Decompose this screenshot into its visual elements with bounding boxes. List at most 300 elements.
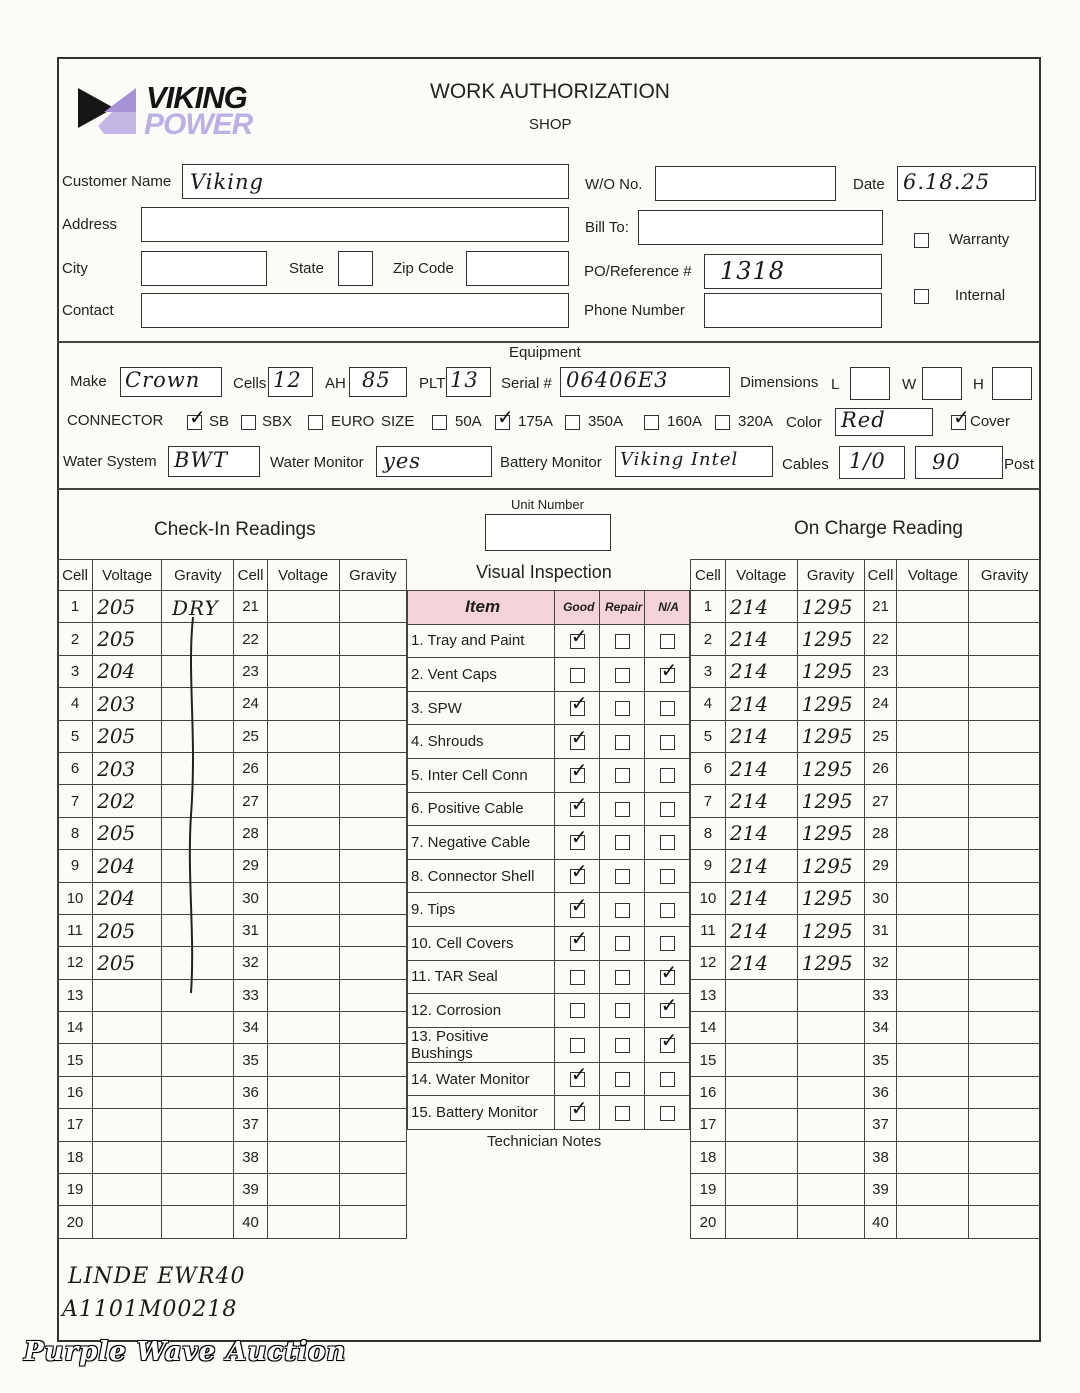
gravity-cell[interactable] <box>969 1076 1041 1108</box>
gravity-cell[interactable] <box>339 1206 406 1238</box>
na-checkbox[interactable] <box>660 1106 675 1121</box>
gravity-cell[interactable] <box>339 1076 406 1108</box>
na-checkbox[interactable] <box>660 802 675 817</box>
voltage-cell[interactable] <box>725 1109 797 1141</box>
voltage-cell[interactable] <box>897 1174 969 1206</box>
voltage-cell[interactable] <box>725 1141 797 1173</box>
gravity-cell[interactable] <box>162 1044 234 1076</box>
voltage-cell[interactable] <box>897 947 969 979</box>
160a-checkbox[interactable] <box>644 415 659 430</box>
good-checkbox[interactable] <box>570 724 588 750</box>
cell-number: 15 <box>58 1044 93 1076</box>
voltage-cell[interactable] <box>93 1174 162 1206</box>
repair-checkbox[interactable] <box>615 970 630 985</box>
cell-number: 25 <box>234 720 267 752</box>
divider-equipment <box>57 341 1041 343</box>
voltage-cell[interactable] <box>897 785 969 817</box>
voltage-cell[interactable] <box>897 1012 969 1044</box>
voltage-cell[interactable] <box>897 914 969 946</box>
gravity-cell[interactable] <box>969 688 1041 720</box>
voltage-cell[interactable] <box>897 817 969 849</box>
inspection-item-label: 15. Battery Monitor <box>408 1096 555 1130</box>
gravity-cell[interactable] <box>969 785 1041 817</box>
table-row <box>691 623 1041 655</box>
cell-number: 38 <box>234 1141 267 1173</box>
voltage-cell[interactable] <box>93 1044 162 1076</box>
checkin-readings-table <box>57 559 407 1239</box>
cell-number: 36 <box>234 1076 267 1108</box>
cell-number: 6 <box>691 752 726 784</box>
voltage-cell[interactable]: 214 <box>725 914 797 946</box>
voltage-cell[interactable]: 214 <box>725 947 797 979</box>
phone-number-field[interactable] <box>704 293 882 328</box>
gravity-cell[interactable] <box>969 882 1041 914</box>
dimension-w-field[interactable] <box>922 367 962 400</box>
voltage-cell[interactable]: 214 <box>725 591 797 623</box>
voltage-cell[interactable] <box>93 1109 162 1141</box>
sb-checkbox[interactable] <box>187 405 206 430</box>
zip-field[interactable] <box>466 251 569 286</box>
voltage-cell[interactable] <box>267 655 339 687</box>
voltage-cell[interactable] <box>267 914 339 946</box>
gravity-cell[interactable] <box>339 1174 406 1206</box>
checkmark-icon: ✓ <box>570 1062 588 1087</box>
inspection-repair-cell <box>600 994 645 1028</box>
gravity-cell[interactable] <box>797 1012 864 1044</box>
voltage-cell[interactable] <box>93 1206 162 1238</box>
wo-number-field[interactable] <box>655 166 836 201</box>
gravity-cell[interactable] <box>339 850 406 882</box>
gravity-cell[interactable] <box>969 979 1041 1011</box>
gravity-cell[interactable] <box>162 1012 234 1044</box>
gravity-cell[interactable] <box>969 850 1041 882</box>
good-checkbox[interactable] <box>570 892 588 918</box>
na-checkbox[interactable] <box>660 936 675 951</box>
inspection-good-cell <box>555 725 600 759</box>
gravity-cell[interactable] <box>162 1206 234 1238</box>
voltage-cell[interactable] <box>267 1076 339 1108</box>
repair-checkbox[interactable] <box>615 802 630 817</box>
na-checkbox[interactable] <box>660 735 675 750</box>
320a-label: 320A <box>738 413 774 430</box>
good-checkbox[interactable] <box>570 691 588 716</box>
table-row <box>58 688 407 720</box>
gravity-cell[interactable] <box>969 655 1041 687</box>
header-voltage: Voltage <box>725 560 797 591</box>
voltage-cell[interactable]: 214 <box>725 720 797 752</box>
voltage-cell[interactable] <box>267 752 339 784</box>
cell-number: 18 <box>691 1141 726 1173</box>
voltage-cell[interactable] <box>93 979 162 1011</box>
inspection-good-cell <box>555 624 600 658</box>
voltage-cell[interactable] <box>897 752 969 784</box>
175a-checkbox[interactable] <box>495 405 514 430</box>
inspection-item-label: 6. Positive Cable <box>408 792 555 826</box>
table-row <box>58 1174 407 1206</box>
gravity-cell[interactable]: 1295 <box>797 623 864 655</box>
voltage-cell[interactable] <box>267 947 339 979</box>
good-checkbox[interactable] <box>570 791 588 817</box>
checkmark-icon: ✓ <box>660 1027 678 1052</box>
voltage-cell[interactable] <box>267 623 339 655</box>
gravity-cell[interactable] <box>797 1044 864 1076</box>
gravity-cell[interactable] <box>969 1109 1041 1141</box>
gravity-cell[interactable]: 1295 <box>797 817 864 849</box>
na-checkbox[interactable] <box>660 701 675 716</box>
cell-number: 18 <box>58 1141 93 1173</box>
voltage-cell[interactable]: 205 <box>93 914 162 946</box>
euro-checkbox[interactable] <box>308 415 323 430</box>
inspection-repair-cell <box>600 1062 645 1096</box>
gravity-cell[interactable]: 1295 <box>797 591 864 623</box>
gravity-cell[interactable] <box>339 688 406 720</box>
gravity-cell[interactable] <box>339 591 406 623</box>
voltage-cell[interactable] <box>267 785 339 817</box>
warranty-checkbox[interactable] <box>914 233 929 248</box>
ah-value: 85 <box>362 368 391 392</box>
na-checkbox[interactable] <box>660 657 678 683</box>
good-checkbox[interactable] <box>570 623 588 649</box>
table-row <box>58 1109 407 1141</box>
inspection-row <box>408 826 690 860</box>
gravity-cell[interactable] <box>969 1044 1041 1076</box>
repair-checkbox[interactable] <box>615 1072 630 1087</box>
na-checkbox[interactable] <box>660 1072 675 1087</box>
inspection-repair-cell <box>600 1027 645 1062</box>
gravity-cell[interactable] <box>797 1206 864 1238</box>
cell-number: 27 <box>864 785 897 817</box>
50a-checkbox[interactable] <box>432 415 447 430</box>
cell-number: 25 <box>864 720 897 752</box>
gravity-cell[interactable] <box>339 882 406 914</box>
table-row <box>691 1206 1041 1238</box>
voltage-cell[interactable] <box>897 882 969 914</box>
gravity-cell[interactable] <box>969 1206 1041 1238</box>
inspection-row <box>408 725 690 759</box>
inspection-na-cell <box>645 691 690 725</box>
gravity-cell[interactable] <box>162 1174 234 1206</box>
gravity-cell[interactable] <box>969 817 1041 849</box>
gravity-cell[interactable] <box>339 1044 406 1076</box>
cell-number: 24 <box>234 688 267 720</box>
na-checkbox[interactable] <box>660 1027 678 1053</box>
gravity-cell[interactable] <box>969 623 1041 655</box>
gravity-cell[interactable]: 1295 <box>797 914 864 946</box>
gravity-cell[interactable]: 1295 <box>797 655 864 687</box>
cell-number: 5 <box>58 720 93 752</box>
repair-checkbox[interactable] <box>615 634 630 649</box>
good-checkbox[interactable] <box>570 859 588 884</box>
table-row <box>58 591 407 623</box>
table-row <box>58 979 407 1011</box>
plt-value: 13 <box>450 368 479 392</box>
voltage-cell[interactable] <box>267 1174 339 1206</box>
voltage-cell[interactable]: 205 <box>93 817 162 849</box>
good-checkbox[interactable] <box>570 758 588 783</box>
gravity-cell[interactable] <box>339 979 406 1011</box>
gravity-cell[interactable]: 1295 <box>797 752 864 784</box>
good-checkbox[interactable] <box>570 1062 588 1087</box>
repair-checkbox[interactable] <box>615 668 630 683</box>
voltage-cell[interactable] <box>725 979 797 1011</box>
cell-number: 40 <box>864 1206 897 1238</box>
state-field[interactable] <box>338 251 373 286</box>
voltage-cell[interactable] <box>897 1206 969 1238</box>
voltage-cell[interactable] <box>725 1044 797 1076</box>
inspection-row <box>408 859 690 893</box>
gravity-cell[interactable] <box>797 1141 864 1173</box>
cell-number: 30 <box>864 882 897 914</box>
good-checkbox[interactable] <box>570 825 588 850</box>
checkmark-icon: ✓ <box>570 1095 588 1120</box>
gravity-cell[interactable] <box>969 947 1041 979</box>
voltage-cell[interactable]: 205 <box>93 591 162 623</box>
repair-header: Repair <box>600 591 645 625</box>
voltage-cell[interactable]: 214 <box>725 785 797 817</box>
voltage-cell[interactable] <box>267 1109 339 1141</box>
voltage-cell[interactable] <box>267 817 339 849</box>
voltage-cell[interactable]: 204 <box>93 655 162 687</box>
voltage-cell[interactable] <box>267 979 339 1011</box>
repair-checkbox[interactable] <box>615 1038 630 1053</box>
repair-checkbox[interactable] <box>615 735 630 750</box>
gravity-cell[interactable]: 1295 <box>797 882 864 914</box>
voltage-cell[interactable] <box>725 1012 797 1044</box>
350a-checkbox[interactable] <box>565 415 580 430</box>
gravity-cell[interactable]: 1295 <box>797 947 864 979</box>
voltage-cell[interactable] <box>267 591 339 623</box>
na-checkbox[interactable] <box>660 768 675 783</box>
gravity-cell[interactable]: 1295 <box>797 785 864 817</box>
header-cell: Cell <box>864 560 897 591</box>
table-row <box>691 947 1041 979</box>
sbx-checkbox[interactable] <box>241 415 256 430</box>
bill-to-field[interactable] <box>638 210 883 245</box>
voltage-cell[interactable] <box>897 591 969 623</box>
voltage-cell[interactable] <box>725 1174 797 1206</box>
inspection-item-label: 10. Cell Covers <box>408 926 555 960</box>
voltage-cell[interactable]: 214 <box>725 688 797 720</box>
post-label: Post <box>1004 456 1035 473</box>
table-row <box>58 947 407 979</box>
checkmark-icon: ✓ <box>189 405 206 429</box>
gravity-cell[interactable] <box>797 1109 864 1141</box>
voltage-cell[interactable]: 205 <box>93 623 162 655</box>
checkmark-icon: ✓ <box>660 657 678 682</box>
gravity-cell[interactable] <box>797 1076 864 1108</box>
state-label: State <box>289 260 325 277</box>
voltage-cell[interactable] <box>267 1206 339 1238</box>
cover-checkbox[interactable] <box>951 405 970 430</box>
inspection-item-label: 2. Vent Caps <box>408 658 555 692</box>
inspection-repair-cell <box>600 624 645 658</box>
voltage-cell[interactable] <box>725 1206 797 1238</box>
gravity-cell[interactable] <box>969 1141 1041 1173</box>
voltage-cell[interactable] <box>267 1044 339 1076</box>
table-row <box>58 1012 407 1044</box>
na-checkbox[interactable] <box>660 959 678 985</box>
gravity-cell[interactable] <box>969 1012 1041 1044</box>
inspection-repair-cell <box>600 893 645 927</box>
checkmark-icon: ✓ <box>570 892 588 917</box>
address-field[interactable] <box>141 207 569 242</box>
voltage-cell[interactable] <box>93 1141 162 1173</box>
inspection-row <box>408 1027 690 1062</box>
cell-number: 6 <box>58 752 93 784</box>
na-checkbox[interactable] <box>660 993 678 1018</box>
voltage-cell[interactable]: 202 <box>93 785 162 817</box>
table-row <box>691 1012 1041 1044</box>
inspection-repair-cell <box>600 859 645 893</box>
na-checkbox[interactable] <box>660 835 675 850</box>
gravity-cell[interactable] <box>969 720 1041 752</box>
repair-checkbox[interactable] <box>615 936 630 951</box>
voltage-cell[interactable] <box>897 1141 969 1173</box>
internal-checkbox[interactable] <box>914 289 929 304</box>
gravity-cell[interactable] <box>339 1109 406 1141</box>
voltage-cell[interactable] <box>267 1141 339 1173</box>
dimension-h-field[interactable] <box>992 367 1032 400</box>
customer-name-label: Customer Name <box>62 173 172 190</box>
good-checkbox[interactable] <box>570 926 588 951</box>
serial-label: Serial # <box>501 375 552 392</box>
320a-checkbox[interactable] <box>715 415 730 430</box>
header-voltage: Voltage <box>267 560 339 591</box>
city-label: City <box>62 260 88 277</box>
voltage-cell[interactable] <box>93 1012 162 1044</box>
gravity-cell[interactable] <box>339 720 406 752</box>
make-value: Crown <box>125 368 201 392</box>
gravity-cell[interactable] <box>969 1174 1041 1206</box>
voltage-cell[interactable] <box>897 1109 969 1141</box>
gravity-cell[interactable] <box>162 1076 234 1108</box>
warranty-label: Warranty <box>949 231 1010 248</box>
gravity-cell[interactable] <box>339 655 406 687</box>
repair-checkbox[interactable] <box>615 1106 630 1121</box>
voltage-cell[interactable]: 214 <box>725 623 797 655</box>
voltage-cell[interactable] <box>897 623 969 655</box>
gravity-cell[interactable] <box>969 591 1041 623</box>
repair-checkbox[interactable] <box>615 835 630 850</box>
contact-field[interactable] <box>141 293 569 328</box>
voltage-cell[interactable]: 214 <box>725 655 797 687</box>
voltage-cell[interactable] <box>897 720 969 752</box>
table-row <box>58 623 407 655</box>
table-row <box>691 688 1041 720</box>
good-checkbox[interactable] <box>570 1003 585 1018</box>
voltage-cell[interactable]: 205 <box>93 720 162 752</box>
voltage-cell[interactable]: 203 <box>93 688 162 720</box>
gravity-cell[interactable] <box>339 947 406 979</box>
na-checkbox[interactable] <box>660 903 675 918</box>
ah-label: AH <box>325 375 346 392</box>
good-checkbox[interactable] <box>570 1038 585 1053</box>
voltage-cell[interactable] <box>897 1044 969 1076</box>
gravity-cell[interactable] <box>339 914 406 946</box>
date-label: Date <box>853 176 885 193</box>
voltage-cell[interactable]: 214 <box>725 882 797 914</box>
gravity-cell[interactable] <box>339 1141 406 1173</box>
voltage-cell[interactable] <box>897 688 969 720</box>
inspection-row <box>408 658 690 692</box>
voltage-cell[interactable] <box>897 850 969 882</box>
good-checkbox[interactable] <box>570 1095 588 1121</box>
cell-number: 9 <box>691 850 726 882</box>
form-title: WORK AUTHORIZATION <box>430 80 670 103</box>
voltage-cell[interactable]: 204 <box>93 882 162 914</box>
voltage-cell[interactable] <box>897 1076 969 1108</box>
gravity-cell[interactable]: 1295 <box>797 850 864 882</box>
gravity-cell[interactable] <box>339 785 406 817</box>
gravity-cell[interactable]: 1295 <box>797 720 864 752</box>
cell-number: 39 <box>864 1174 897 1206</box>
voltage-cell[interactable] <box>267 850 339 882</box>
voltage-cell[interactable]: 204 <box>93 850 162 882</box>
50a-label: 50A <box>455 413 482 430</box>
gravity-cell[interactable]: 1295 <box>797 688 864 720</box>
good-checkbox[interactable] <box>570 668 585 683</box>
cell-number: 8 <box>58 817 93 849</box>
na-checkbox[interactable] <box>660 634 675 649</box>
repair-checkbox[interactable] <box>615 903 630 918</box>
table-row <box>691 1076 1041 1108</box>
city-field[interactable] <box>141 251 267 286</box>
gravity-cell[interactable] <box>162 1109 234 1141</box>
gravity-cell[interactable] <box>969 752 1041 784</box>
cell-number: 11 <box>58 914 93 946</box>
voltage-cell[interactable] <box>267 882 339 914</box>
dimension-l-field[interactable] <box>850 367 890 400</box>
good-checkbox[interactable] <box>570 970 585 985</box>
voltage-cell[interactable]: 214 <box>725 817 797 849</box>
unit-number-field[interactable] <box>485 514 611 551</box>
table-row <box>691 785 1041 817</box>
na-checkbox[interactable] <box>660 869 675 884</box>
gravity-cell[interactable] <box>339 1012 406 1044</box>
gravity-cell[interactable] <box>969 914 1041 946</box>
visual-inspection-title: Visual Inspection <box>476 562 612 582</box>
voltage-cell[interactable] <box>897 979 969 1011</box>
repair-checkbox[interactable] <box>615 701 630 716</box>
voltage-cell[interactable] <box>267 688 339 720</box>
voltage-cell[interactable] <box>725 1076 797 1108</box>
voltage-cell[interactable] <box>267 720 339 752</box>
inspection-item-label: 7. Negative Cable <box>408 826 555 860</box>
gravity-cell[interactable] <box>339 817 406 849</box>
gravity-cell[interactable] <box>797 1174 864 1206</box>
gravity-cell[interactable] <box>162 1141 234 1173</box>
voltage-cell[interactable] <box>93 1076 162 1108</box>
repair-checkbox[interactable] <box>615 1003 630 1018</box>
voltage-cell[interactable]: 205 <box>93 947 162 979</box>
gravity-cell[interactable] <box>339 752 406 784</box>
inspection-repair-cell <box>600 926 645 960</box>
cell-number: 16 <box>691 1076 726 1108</box>
voltage-cell[interactable] <box>267 1012 339 1044</box>
repair-checkbox[interactable] <box>615 869 630 884</box>
inspection-row <box>408 758 690 792</box>
water-monitor-value: yes <box>383 449 422 473</box>
voltage-cell[interactable]: 203 <box>93 752 162 784</box>
oncharge-readings-table <box>690 559 1041 1239</box>
repair-checkbox[interactable] <box>615 768 630 783</box>
cell-number: 2 <box>691 623 726 655</box>
gravity-cell[interactable] <box>797 979 864 1011</box>
voltage-cell[interactable]: 214 <box>725 752 797 784</box>
voltage-cell[interactable] <box>897 655 969 687</box>
gravity-cell[interactable] <box>339 623 406 655</box>
voltage-cell[interactable]: 214 <box>725 850 797 882</box>
